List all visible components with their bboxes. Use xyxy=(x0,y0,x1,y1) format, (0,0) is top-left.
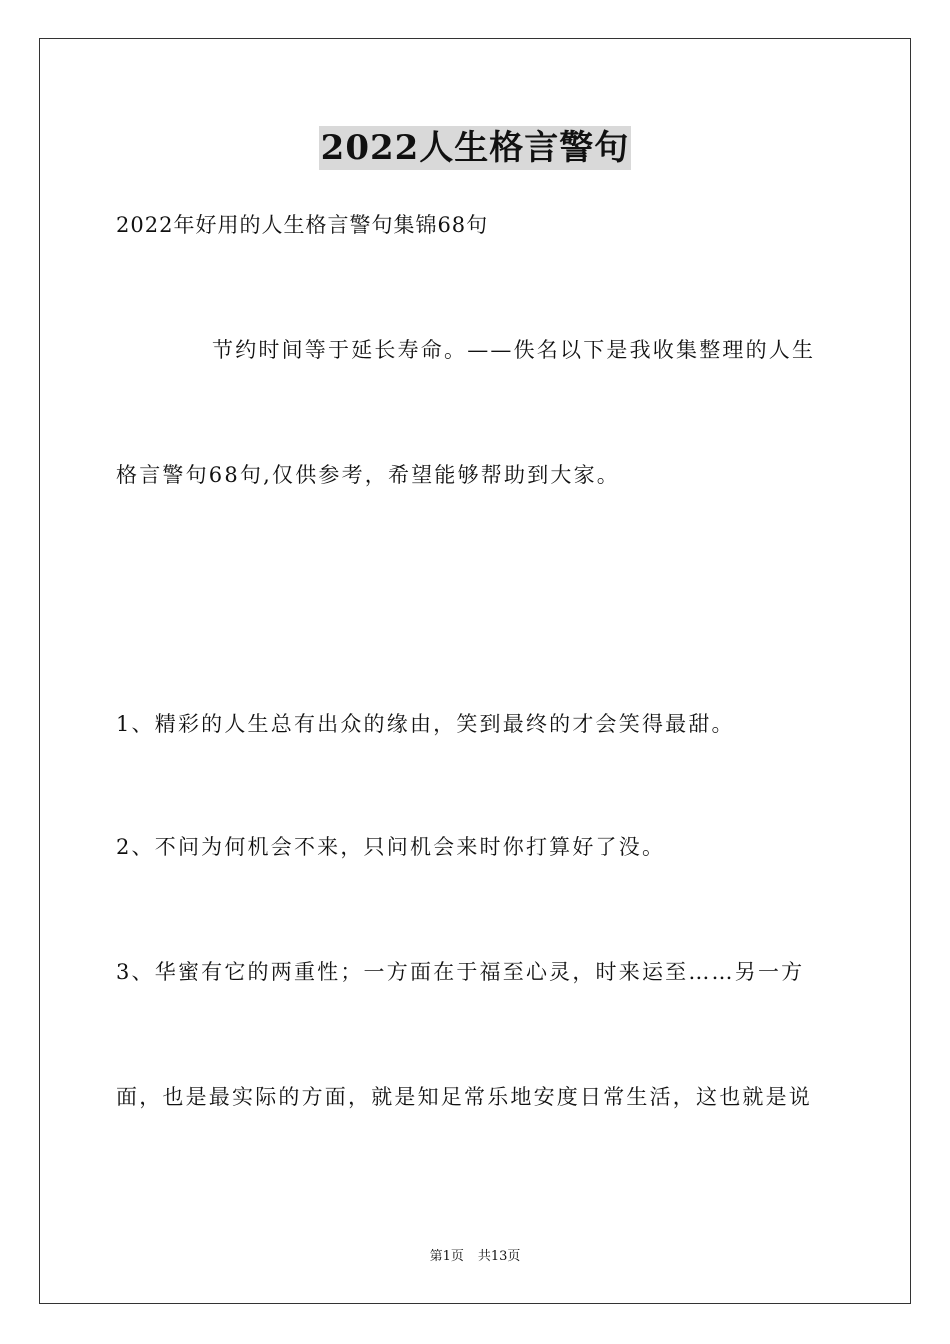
quote-2: 2、不问为何机会不来，只问机会来时你打算好了没。 xyxy=(116,835,666,859)
page-footer xyxy=(0,1248,950,1266)
quote-3-line-1: 3、华蜜有它的两重性；一方面在于福至心灵，时来运至……另一方 xyxy=(116,960,805,984)
quote-1: 1、精彩的人生总有出众的缘由，笑到最终的才会笑得最甜。 xyxy=(116,712,735,736)
intro-paragraph-line-2: 格言警句68句,仅供参考，希望能够帮助到大家。 xyxy=(116,463,620,487)
page-total: 共13页 xyxy=(477,1249,521,1264)
title-container xyxy=(0,126,950,170)
quote-3-line-2: 面，也是最实际的方面，就是知足常乐地安度日常生活，这也就是说 xyxy=(116,1085,812,1109)
intro-paragraph-line-1: 节约时间等于延长寿命。——佚名以下是我收集整理的人生 xyxy=(212,338,816,362)
page-number: 第1页 xyxy=(429,1249,464,1264)
document-title: 2022人生格言警句 xyxy=(320,128,630,168)
document-subtitle: 2022年好用的人生格言警句集锦68句 xyxy=(116,213,489,237)
